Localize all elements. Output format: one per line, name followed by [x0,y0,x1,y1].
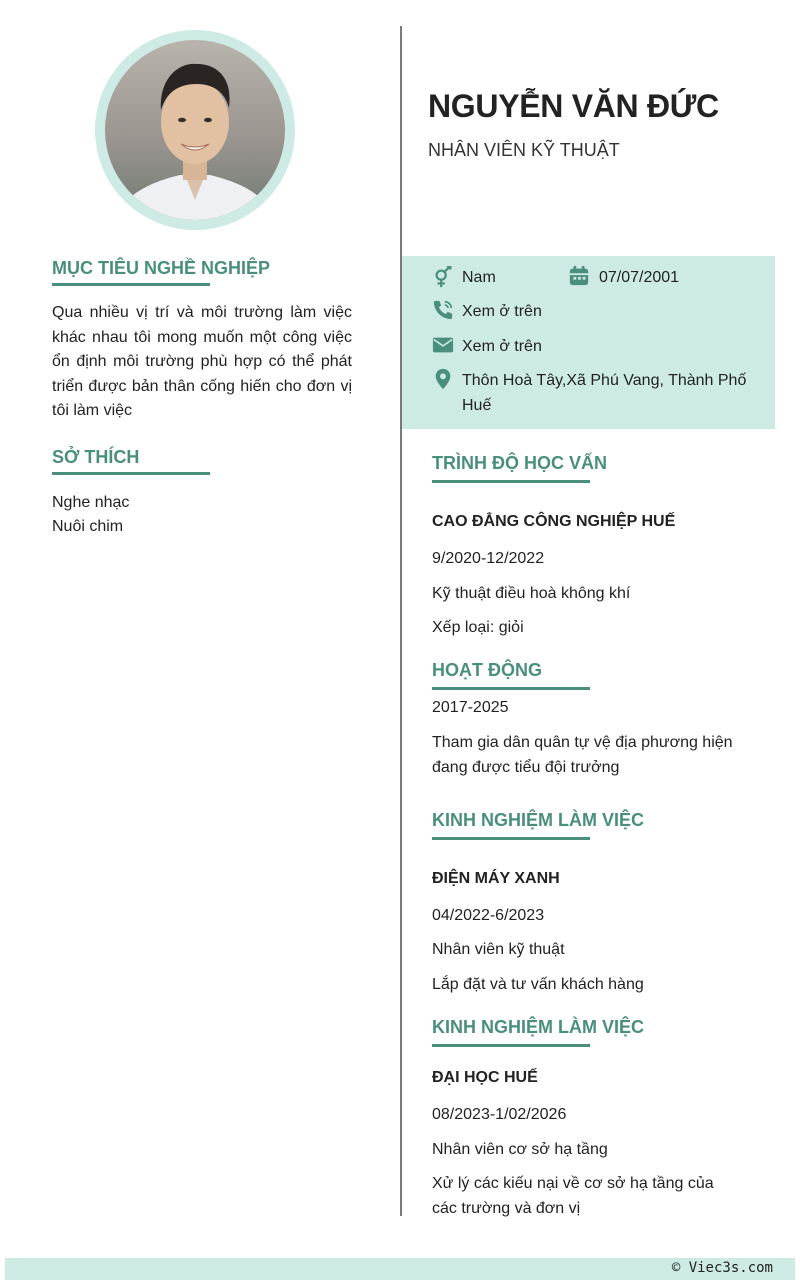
section-underline [432,1044,590,1047]
objective-section [52,255,352,424]
job-title: NHÂN VIÊN KỸ THUẬT [428,140,620,160]
phone-value: Xem ở trên [462,303,542,320]
activities-period: 2017-2025 [432,699,509,716]
left-column [52,255,352,540]
footer [5,1258,795,1280]
avatar [105,40,285,220]
activities-header [432,657,762,690]
experience-title: KINH NGHIỆM LÀM VIỆC [432,810,645,830]
email-value: Xem ở trên [462,338,542,355]
experience-period: 08/2023-1/02/2026 [432,1106,567,1123]
gender-icon [432,266,454,288]
experience-period: 04/2022-6/2023 [432,907,545,924]
address-value: Thôn Hoà Tây,Xã Phú Vang, Thành Phố Huế [462,372,747,414]
hobby-item: Nghe nhạc [52,493,130,511]
experience-description: Xử lý các kiếu nại về cơ sở hạ tầng của các trường và đơn vị [432,1175,714,1217]
hobbies-list [52,491,352,540]
column-divider [400,26,402,1216]
experience-header [432,807,762,840]
education-grade: Xếp loại: giỏi [432,619,524,636]
hobbies-title: SỞ THÍCH [52,446,140,467]
section-underline [52,472,210,475]
education-title: TRÌNH ĐỘ HỌC VẤN [432,453,607,473]
gender-value: Nam [462,269,496,286]
education-header [432,450,762,483]
hobby-item: Nuôi chim [52,518,124,535]
experience-header [432,1014,762,1047]
phone-icon [432,299,454,321]
email-icon [432,334,454,356]
avatar-frame [95,30,295,230]
experience-description: Lắp đặt và tư vấn khách hàng [432,976,644,993]
contact-box [402,256,775,429]
experience-position: Nhân viên cơ sở hạ tầng [432,1141,608,1158]
hobbies-section [52,444,352,540]
section-underline [52,283,210,286]
experience-company: ĐIỆN MÁY XANH [432,870,560,887]
education-major: Kỹ thuật điều hoà không khí [432,585,631,602]
section-underline [432,480,590,483]
education-period: 9/2020-12/2022 [432,550,545,567]
education-school: CAO ĐẲNG CÔNG NGHIỆP HUẾ [432,513,676,530]
activities-title: HOẠT ĐỘNG [432,660,542,680]
footer-credit: © Viec3s.com [671,1260,773,1276]
section-underline [432,687,590,690]
birthdate-value: 07/07/2001 [599,269,680,286]
calendar-icon [568,265,590,287]
objective-title: MỤC TIÊU NGHỀ NGHIỆP [52,258,271,278]
experience-position: Nhân viên kỹ thuật [432,941,565,958]
experience-company: ĐẠI HỌC HUẾ [432,1069,538,1086]
activities-description: Tham gia dân quân tự vệ địa phương hiện đang được tiểu đội trưởng [432,734,733,776]
section-underline [432,837,590,840]
location-icon [432,368,454,390]
candidate-name: NGUYỄN VĂN ĐỨC [428,88,719,124]
experience-title: KINH NGHIỆM LÀM VIỆC [432,1017,645,1037]
objective-text: Qua nhiều vị trí và môi trường làm việc khác nhau tôi mong muốn một công việc ổn định môi trường phù hợp có thể phát triển được bản thân cống hiến cho đơn vị tôi làm việc [52,304,352,419]
